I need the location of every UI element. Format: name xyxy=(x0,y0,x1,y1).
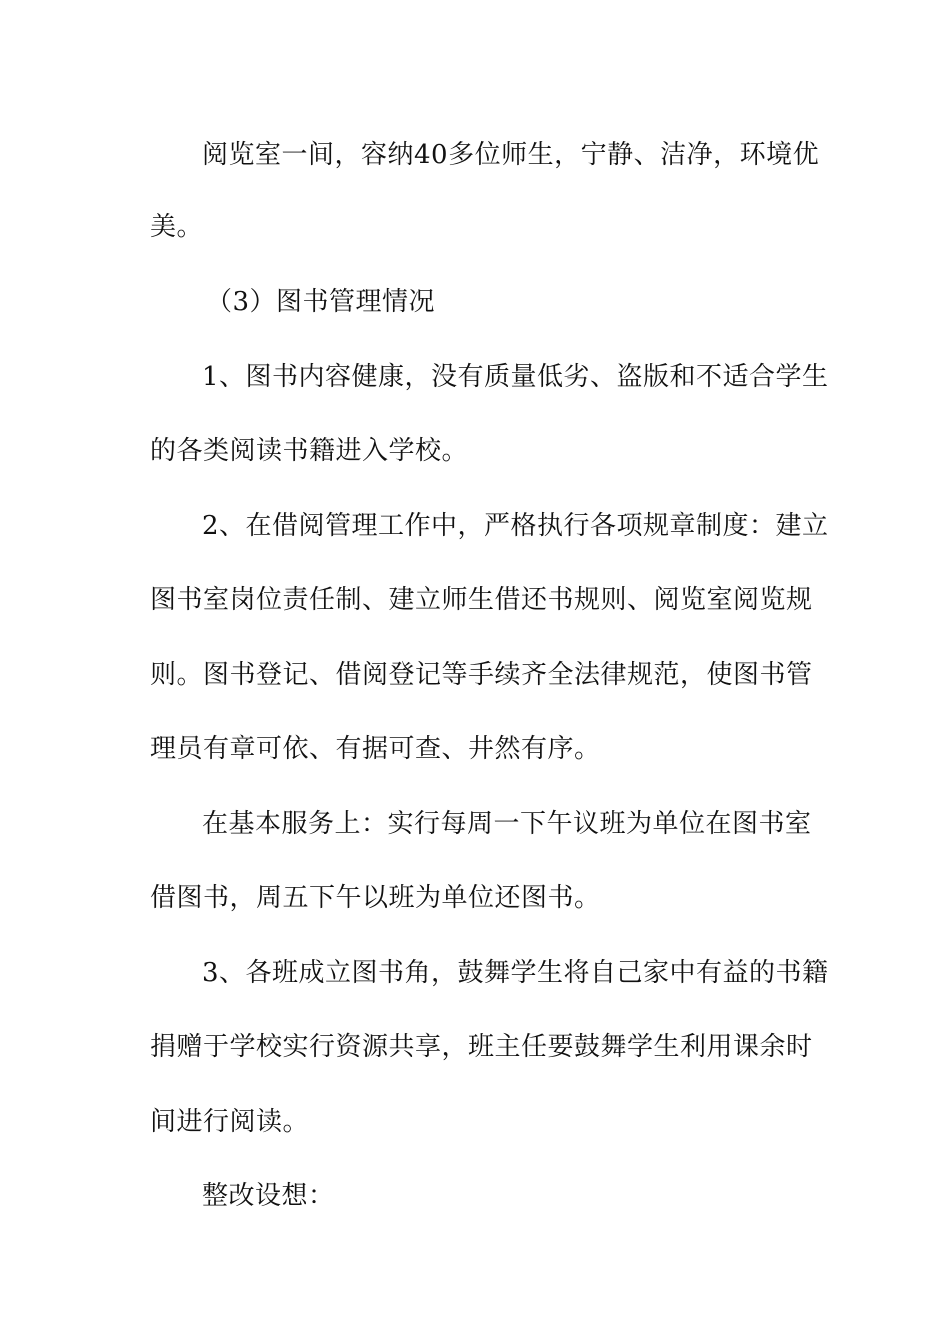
section-heading: （3）图书管理情况 xyxy=(206,287,436,317)
section-heading: 整改设想： xyxy=(202,1181,335,1211)
paragraph-line: 的各类阅读书籍进入学校。 xyxy=(150,436,469,466)
paragraph-line: 借图书，周五下午以班为单位还图书。 xyxy=(150,883,601,913)
paragraph-line: 在基本服务上：实行每周一下午议班为单位在图书室 xyxy=(202,809,812,839)
paragraph-line: 1、图书内容健康，没有质量低劣、盗版和不适合学生 xyxy=(202,362,829,392)
paragraph-line: 间进行阅读。 xyxy=(150,1107,310,1137)
paragraph-line: 2、在借阅管理工作中，严格执行各项规章制度：建立 xyxy=(202,511,829,541)
paragraph-line: 则。图书登记、借阅登记等手续齐全法律规范，使图书管 xyxy=(150,660,813,690)
paragraph-line: 美。 xyxy=(150,212,204,242)
paragraph-line: 阅览室一间，容纳40多位师生，宁静、洁净，环境优 xyxy=(202,140,820,170)
paragraph-line: 图书室岗位责任制、建立师生借还书规则、阅览室阅览规 xyxy=(150,585,813,615)
paragraph-line: 理员有章可依、有据可查、井然有序。 xyxy=(150,734,601,764)
paragraph-line: 3、各班成立图书角，鼓舞学生将自己家中有益的书籍 xyxy=(202,958,829,988)
paragraph-line: 捐赠于学校实行资源共享，班主任要鼓舞学生利用课余时 xyxy=(150,1032,813,1062)
